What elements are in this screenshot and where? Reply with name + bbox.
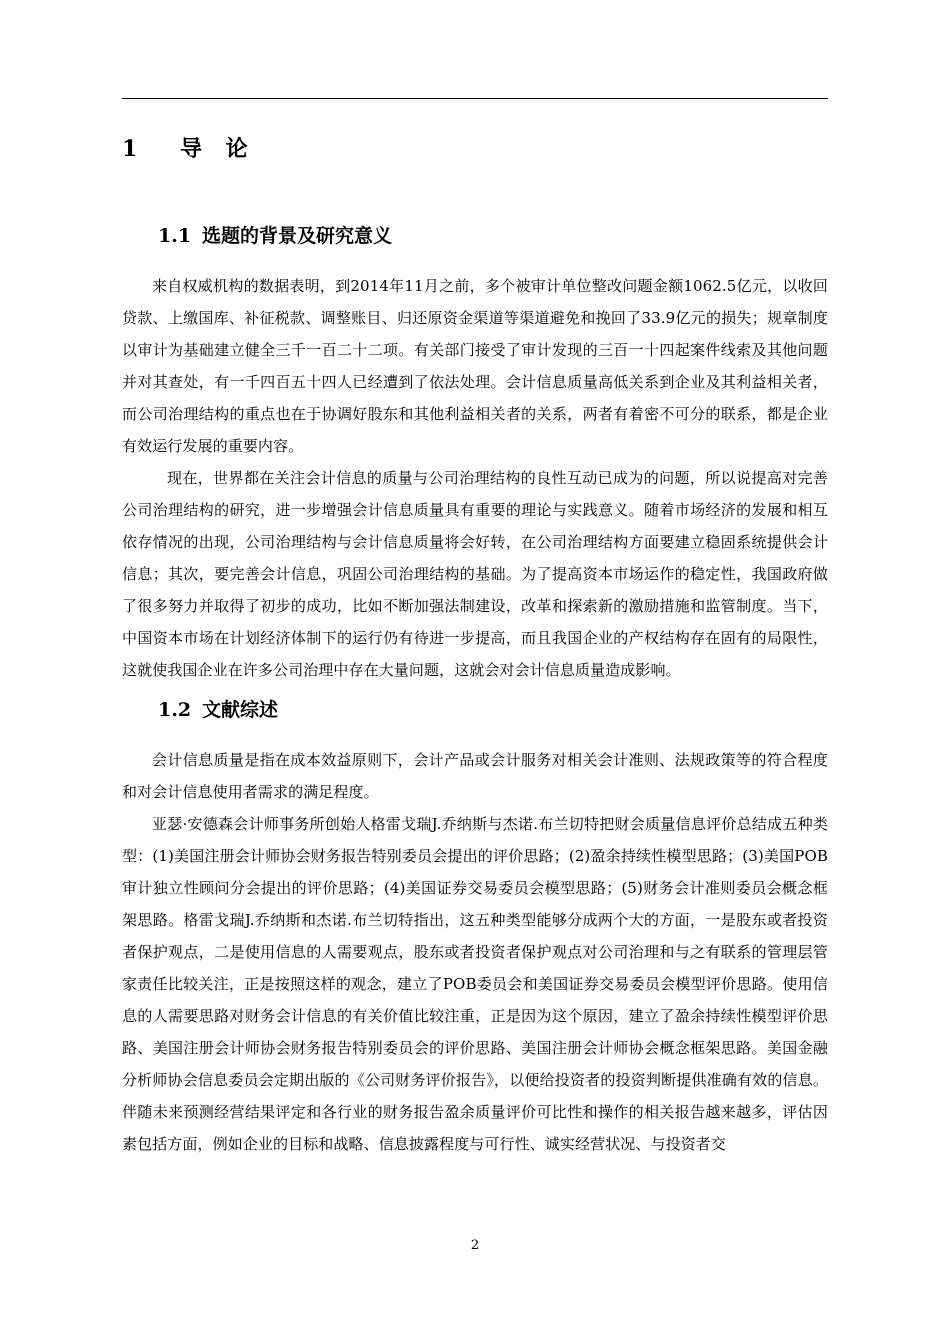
body-paragraph: 会计信息质量是指在成本效益原则下，会计产品或会计服务对相关会计准则、法规政策等的符合程度和对会计信息使用者需求的满足程度。: [122, 751, 828, 801]
chapter-heading: [122, 134, 828, 164]
chapter-title: 导 论: [180, 136, 256, 162]
header-rule: [122, 98, 828, 99]
body-paragraph: 现在，世界都在关注会计信息的质量与公司治理结构的良性互动已成为的问题，所以说提高对完善公司治理结构的研究，进一步增强会计信息质量具有重要的理论与实践意义。随着市场经济的发展和相互依存情况的出现，公司治理结构与会计信息质量将会好转，在公司治理结构方面要建立稳固系统提供会计信息；其次，要完善会计信息，巩固公司治理结构的基础。为了提高资本市场运作的稳定性，我国政府做了很多努力并取得了初步的成功，比如不断加强法制建设，改革和探索新的激励措施和监管制度。当下，中国资本市场在计划经济体制下的运行仍有待进一步提高，而且我国企业的产权结构存在固有的局限性，这就使我国企业在许多公司治理中存在大量问题，这就会对会计信息质量造成影响。: [122, 469, 828, 679]
section-number: 1.1: [158, 225, 192, 247]
chapter-number: 1: [122, 136, 138, 162]
section-heading-1-2: [158, 696, 828, 724]
page-number: 2: [470, 1238, 480, 1253]
section-number: 1.2: [158, 699, 192, 721]
section-title: 选题的背景及研究意义: [202, 225, 393, 247]
body-paragraph: 亚瑟·安德森会计师事务所创始人格雷戈瑞J.乔纳斯与杰诺.布兰切特把财会质量信息评价总结成五种类型：(1)美国注册会计师协会财务报告特别委员会提出的评价思路；(2)盈余持续性模型思路；(3)美国POB审计独立性顾问分会提出的评价思路；(4)美国证券交易委员会模型思路；(5)财务会计准则委员会概念框架思路。格雷戈瑞J.乔纳斯和杰诺.布兰切特指出，这五种类型能够分成两个大的方面，一是股东或者投资者保护观点，二是使用信息的人需要观点，股东或者投资者保护观点对公司治理和与之有联系的管理层管家责任比较关注，正是按照这样的观念，建立了POB委员会和美国证券交易委员会模型评价思路。使用信息的人需要思路对财务会计信息的有关价值比较注重，正是因为这个原因，建立了盈余持续性模型评价思路、美国注册会计师协会财务报告特别委员会的评价思路、美国注册会计师协会概念框架思路。美国金融分析师协会信息委员会定期出版的《公司财务评价报告》，以便给投资者的投资判断提供准确有效的信息。伴随未来预测经营结果评定和各行业的财务报告盈余质量评价可比性和操作的相关报告越来越多，评估因素包括方面，例如企业的目标和战略、信息披露程度与可行性、诚实经营状况、与投资者交: [122, 815, 828, 1153]
section-title: 文献综述: [202, 699, 279, 721]
page-content: [122, 120, 828, 1160]
section-heading-1-1: [158, 222, 828, 250]
body-paragraph: 来自权威机构的数据表明，到2014年11月之前，多个被审计单位整改问题金额1062.5亿元，以收回贷款、上缴国库、补征税款、调整账目、归还原资金渠道等渠道避免和挽回了33.9亿元的损失；规章制度以审计为基础建立健全三千一百二十二项。有关部门接受了审计发现的三百一十四起案件线索及其他问题并对其查处，有一千四百五十四人已经遭到了依法处理。会计信息质量高低关系到企业及其利益相关者，而公司治理结构的重点也在于协调好股东和其他利益相关者的关系，两者有着密不可分的联系，都是企业有效运行发展的重要内容。: [122, 277, 828, 455]
